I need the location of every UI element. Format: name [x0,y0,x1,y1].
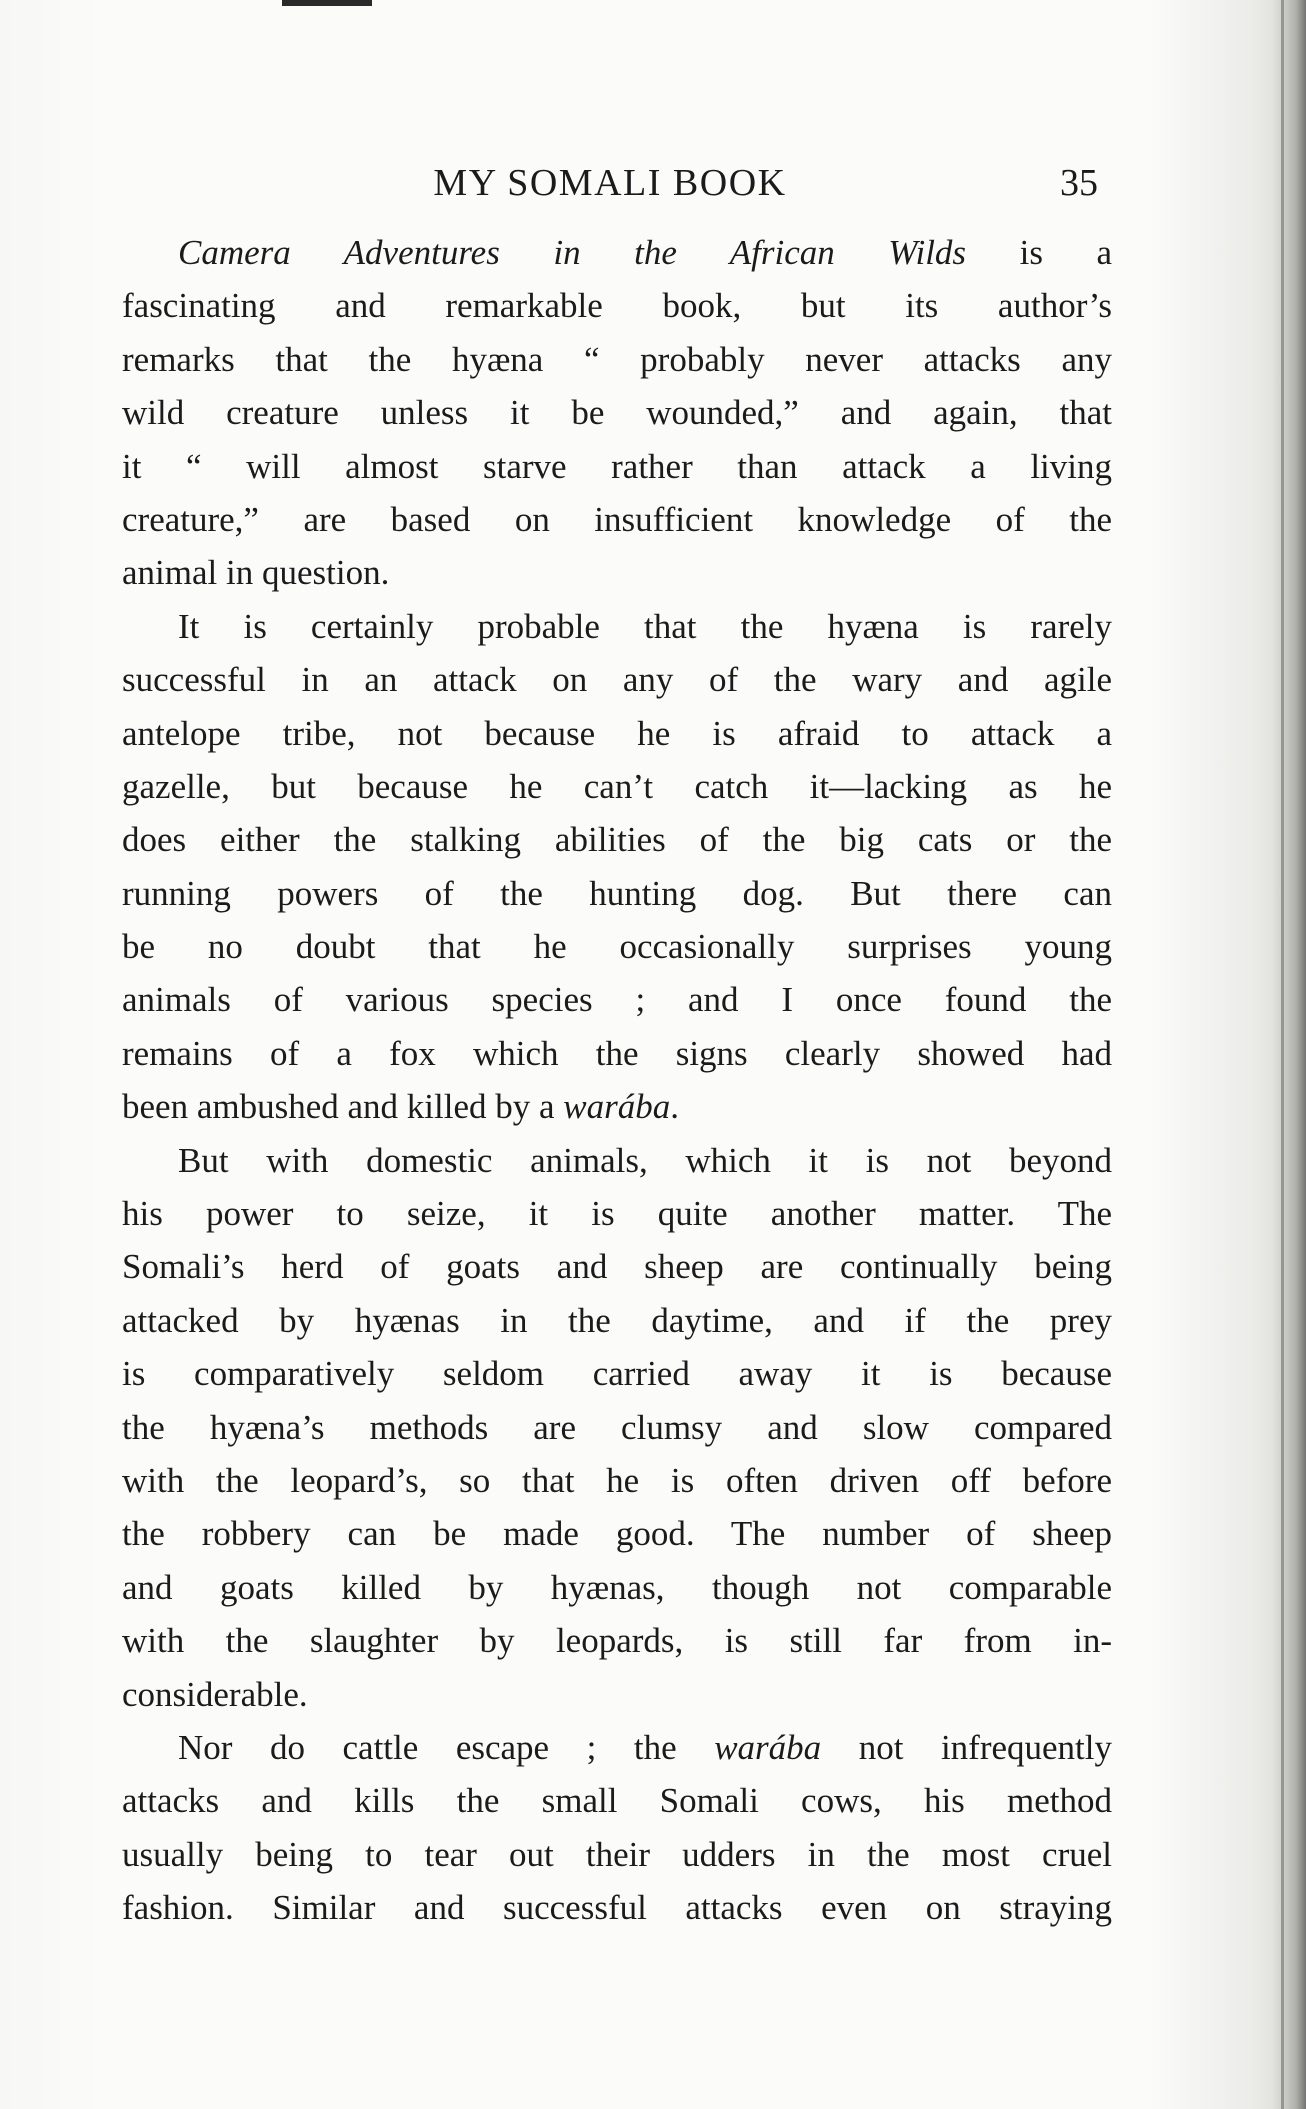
text-line: with the leopard’s, so that he is often driven off before [122,1460,1112,1500]
text-line: running powers of the hunting dog. But there can [122,873,1112,913]
text-line: successful in an attack on any of the wary and agile [122,660,1112,700]
text-line: the hyæna’s methods are clumsy and slow compared [122,1407,1112,1447]
text-line: It is certainly probable that the hyæna is rarely [178,606,1112,646]
text-line: antelope tribe, not because he is afraid to attack a [122,713,1112,753]
text-line: and goats killed by hyænas, though not comparable [122,1567,1112,1607]
text-line: fashion. Similar and successful attacks even on straying [122,1888,1112,1928]
text-line: remains of a fox which the signs clearly showed had [122,1033,1112,1073]
text-line: it “ will almost starve rather than attack a living [122,446,1112,486]
text-line: considerable. [122,1674,308,1714]
running-head: MY SOMALI BOOK [433,162,787,204]
text-line: Nor do cattle escape ; the warába not infrequently [178,1727,1113,1767]
page-edge-line [1281,0,1284,2109]
text-line: with the slaughter by leopards, is still far from in- [122,1621,1112,1661]
text-line: remarks that the hyæna “ probably never attacks any [122,339,1112,379]
text-line: But with domestic animals, which it is not beyond [178,1140,1112,1180]
page-edge-shadow [1272,0,1306,2109]
text-line: is comparatively seldom carried away it is because [122,1354,1112,1394]
text-line: does either the stalking abilities of the big cats or the [122,820,1112,860]
page-header [122,158,1098,208]
text-line: been ambushed and killed by a warába. [122,1087,679,1127]
text-line: usually being to tear out their udders in the most cruel [122,1834,1112,1874]
text-line: animal in question. [122,553,390,593]
text-line: animals of various species ; and I once found the [122,980,1112,1020]
scan-mark [282,0,372,6]
text-line: his power to seize, it is quite another matter. The [122,1194,1112,1234]
text-line: Camera Adventures in the African Wilds is a [178,233,1112,272]
text-line: attacked by hyænas in the daytime, and if the prey [122,1300,1112,1340]
text-line: fascinating and remarkable book, but its author’s [122,286,1112,326]
text-line: creature,” are based on insufficient knowledge of the [122,499,1112,539]
text-line: wild creature unless it be wounded,” and again, that [122,393,1112,433]
text-line: be no doubt that he occasionally surprises young [122,927,1112,967]
page-number: 35 [1060,162,1098,204]
text-line: attacks and kills the small Somali cows, his method [122,1781,1112,1821]
text-line: gazelle, but because he can’t catch it—lacking as he [122,766,1112,806]
text-line: the robbery can be made good. The number of sheep [122,1514,1112,1554]
text-line: Somali’s herd of goats and sheep are continually being [122,1247,1112,1287]
body-text [122,226,1112,1935]
